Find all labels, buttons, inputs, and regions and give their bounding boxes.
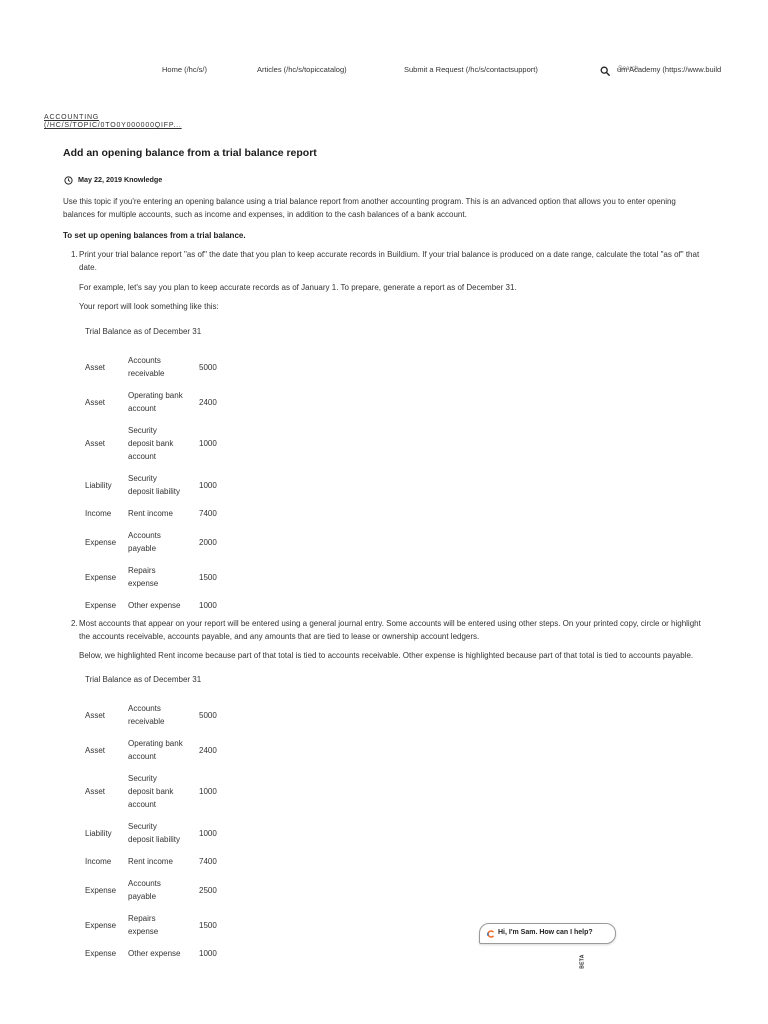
- cell-type: Asset: [85, 787, 106, 796]
- cell-type: Expense: [85, 949, 117, 958]
- article-body: [63, 195, 703, 965]
- cell-type: Expense: [85, 572, 117, 582]
- step-note: For example, let's say you plan to keep accurate records as of January 1. To prepare, generate a report as of December 31.: [79, 282, 517, 292]
- cell-amount: 7400: [199, 509, 217, 518]
- nav-articles-link[interactable]: Articles (/hc/s/topiccatalog): [257, 65, 347, 74]
- cell-account: Security deposit liability: [128, 474, 181, 496]
- cell-account: Operating bank account: [128, 739, 183, 761]
- table-caption: Trial Balance as of December 31: [85, 326, 202, 336]
- cell-type: Expense: [85, 885, 117, 895]
- cell-amount: 2400: [199, 745, 217, 755]
- search-input[interactable]: [618, 65, 658, 72]
- cell-account: Accounts receivable: [128, 356, 165, 378]
- cell-type: Liability: [85, 480, 112, 490]
- step-2: [63, 617, 703, 965]
- cell-amount: 5000: [199, 710, 217, 720]
- steps-list: [63, 248, 703, 965]
- cell-type: Asset: [85, 362, 106, 372]
- cell-amount: 1500: [199, 920, 217, 930]
- cell-account: Security deposit bank account: [128, 426, 174, 461]
- cell-type: Income: [85, 509, 112, 518]
- chat-assistant-button[interactable]: [479, 923, 616, 944]
- step-text: Most accounts that appear on your report will be entered using a general journal entry. Some accounts will be entered using other steps. On your printed copy, circle or highlight the accounts receivable, accounts payable, and any amounts that are tied to lease or ownership account ledgers.: [79, 618, 701, 641]
- cell-amount: 5000: [199, 362, 217, 372]
- cell-account: Repairs expense: [128, 566, 159, 588]
- cell-account: Security deposit bank account: [128, 774, 174, 809]
- cell-amount: 7400: [199, 857, 217, 866]
- cell-amount: 1000: [199, 828, 217, 838]
- nav-home-link[interactable]: Home (/hc/s/): [162, 65, 208, 74]
- cell-amount: 1000: [199, 480, 217, 490]
- cell-amount: 1500: [199, 572, 217, 582]
- cell-account: Accounts receivable: [128, 704, 165, 726]
- cell-amount: 1000: [199, 949, 217, 958]
- cell-account: Other expense: [128, 601, 181, 610]
- cell-type: Asset: [85, 397, 106, 407]
- step-text: Print your trial balance report "as of" the date that you plan to keep accurate records in Buildium. If your trial balance is produced on a date range, calculate the total "as of" that date.: [79, 249, 700, 272]
- cell-type: Asset: [85, 745, 106, 755]
- cell-type: Expense: [85, 920, 117, 930]
- step-number: 1.: [71, 249, 78, 259]
- cell-amount: 1000: [199, 787, 217, 796]
- cell-account: Operating bank account: [128, 391, 183, 413]
- clock-icon: [64, 176, 73, 185]
- cell-type: Asset: [85, 439, 106, 448]
- cell-account: Rent income: [128, 857, 173, 866]
- cell-account: Repairs expense: [128, 914, 159, 936]
- step-note: Your report will look something like this:: [79, 301, 219, 311]
- table-caption: Trial Balance as of December 31: [85, 674, 202, 684]
- cell-type: Expense: [85, 537, 117, 547]
- cell-amount: 2500: [199, 885, 217, 895]
- search-area: [617, 65, 733, 75]
- cell-account: Accounts payable: [128, 879, 161, 901]
- nav-academy-link[interactable]: um Academy (https://www.build: [617, 65, 722, 74]
- breadcrumb-url: (/HC/S/TOPIC/0TO0Y000000QIFP...: [44, 122, 182, 130]
- cell-amount: 2000: [199, 537, 217, 547]
- cell-type: Expense: [85, 601, 117, 610]
- step-1: [63, 248, 703, 617]
- cell-type: Liability: [85, 828, 112, 838]
- trial-balance-table: [85, 350, 703, 617]
- page-title: Add an opening balance from a trial balance report: [63, 147, 317, 159]
- nav-submit-request-link[interactable]: Submit a Request (/hc/s/contactsupport): [404, 65, 538, 74]
- cell-amount: 2400: [199, 397, 217, 407]
- breadcrumb[interactable]: [44, 114, 194, 131]
- cell-type: Asset: [85, 710, 106, 720]
- beta-badge: BETA: [579, 954, 586, 969]
- step-note: Below, we highlighted Rent income because part of that total is tied to accounts receivable. Other expense is highlighted because part of that total is tied to accounts payable.: [79, 650, 694, 660]
- sam-chat-icon: [487, 930, 495, 938]
- cell-amount: 1000: [199, 601, 217, 610]
- cell-amount: 1000: [199, 439, 217, 448]
- article-meta: May 22, 2019 Knowledge: [78, 175, 163, 184]
- step-number: 2.: [71, 618, 78, 628]
- intro-paragraph: Use this topic if you're entering an opening balance using a trial balance report from another accounting program. This is an advanced option that allows you to enter opening balances for multiple accounts, such as income and expenses, in addition to the cash balances of a bank account.: [63, 196, 676, 219]
- chat-greeting: Hi, I'm Sam. How can I help?: [498, 929, 593, 936]
- setup-heading: To set up opening balances from a trial balance.: [63, 230, 246, 240]
- cell-account: Accounts payable: [128, 531, 161, 553]
- breadcrumb-topic: ACCOUNTING: [44, 113, 100, 121]
- cell-type: Income: [85, 857, 112, 866]
- search-icon[interactable]: [600, 66, 610, 76]
- cell-account: Security deposit liability: [128, 822, 181, 844]
- cell-account: Other expense: [128, 949, 181, 958]
- cell-account: Rent income: [128, 509, 173, 518]
